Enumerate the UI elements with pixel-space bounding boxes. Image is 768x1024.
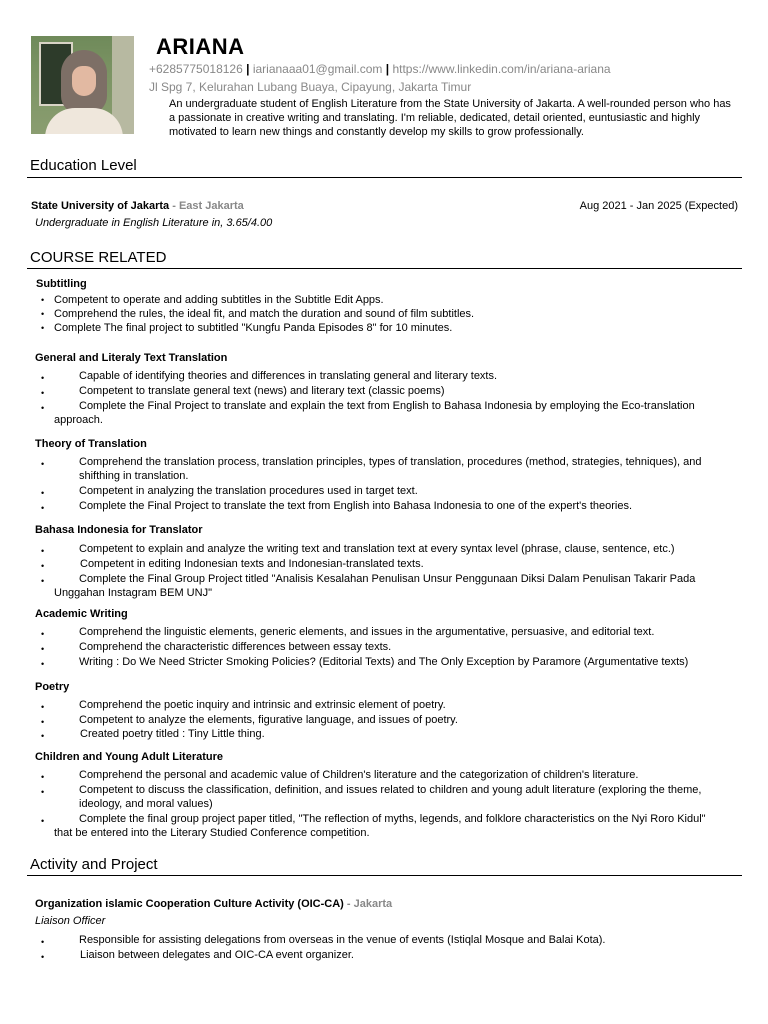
course-list-poetry <box>0 698 735 741</box>
list-item: • Complete the Final Project to translate and explain the text from English to Bahasa Indonesia by employing the Eco-translation approach. <box>0 399 735 427</box>
list-item: • Competent to translate general text (news) and literary text (classic poems) <box>0 384 735 398</box>
school-location: - East Jakarta <box>169 200 244 212</box>
list-item: • Comprehend the personal and academic value of Children's literature and the categorization of children's literature. <box>0 768 735 782</box>
list-item: • Comprehend the linguistic elements, generic elements, and issues in the argumentative, persuasive, and editorial text. <box>0 625 735 639</box>
organization-location: - Jakarta <box>343 898 393 910</box>
list-item: • Capable of identifying theories and differences in translating general and literary texts. <box>0 369 735 383</box>
list-item: • Competent in editing Indonesian texts and Indonesian-translated texts. <box>0 557 735 571</box>
activity-organization <box>35 898 392 910</box>
course-list-children-literature <box>0 768 735 840</box>
linkedin-link[interactable]: https://www.linkedin.com/in/ariana-ariana <box>392 62 611 76</box>
course-title-academic-writing: Academic Writing <box>35 608 128 620</box>
course-list-subtitling <box>0 293 744 335</box>
profile-summary: An undergraduate student of English Literature from the State University of Jakarta. A well-rounded person who has a passionate in creative writing and translating. I'm reliable, dedicated, detail oriented, euntusiastic and highly motivated to learn new things and constantly develop my skills to grow professionally. <box>169 98 731 138</box>
phone-number: +6285775018126 <box>149 62 243 76</box>
separator: | <box>246 62 250 76</box>
list-item: • Liaison between delegates and OIC-CA event organizer. <box>0 948 735 962</box>
course-title-bahasa-indonesia: Bahasa Indonesia for Translator <box>35 524 203 536</box>
list-item: • Comprehend the poetic inquiry and intrinsic and extrinsic element of poetry. <box>0 698 735 712</box>
course-title-subtitling: Subtitling <box>36 278 87 290</box>
section-divider <box>27 268 742 269</box>
contact-line <box>149 62 611 76</box>
list-item: • Writing : Do We Need Stricter Smoking Policies? (Editorial Texts) and The Only Exception by Paramore (Argumentative texts) <box>0 655 735 669</box>
candidate-name: ARIANA <box>156 34 245 59</box>
list-item: • Comprehend the rules, the ideal fit, and match the duration and sound of film subtitles. <box>0 307 744 321</box>
list-item: • Comprehend the translation process, translation principles, types of translation, procedures (method, strategies, tehniques), and shifthing in translation. <box>0 455 735 483</box>
list-item: • Complete the final group project paper titled, "The reflection of myths, legends, and folklore characteristics on the Nyi Roro Kidul" that be entered into the Literary Studied Conference competition. <box>0 812 735 840</box>
course-title-text-translation: General and Literaly Text Translation <box>35 352 228 364</box>
list-item: • Competent to explain and analyze the writing text and translation text at every syntax level (phrase, clause, sentence, etc.) <box>0 542 735 556</box>
list-item: • Competent in analyzing the translation procedures used in target text. <box>0 484 735 498</box>
course-title-theory-of-translation: Theory of Translation <box>35 438 147 450</box>
organization-name: Organization islamic Cooperation Culture Activity (OIC-CA) <box>35 898 344 910</box>
list-item: • Complete The final project to subtitled "Kungfu Panda Episodes 8" for 10 minutes. <box>0 321 744 335</box>
list-item: • Created poetry titled : Tiny Little thing. <box>0 727 735 741</box>
email-link[interactable]: iarianaaa01@gmail.com <box>252 62 383 76</box>
courses-heading: COURSE RELATED <box>30 249 167 266</box>
activity-list <box>0 933 735 962</box>
list-item: • Competent to operate and adding subtitles in the Subtitle Edit Apps. <box>0 293 744 307</box>
course-list-text-translation <box>0 369 735 427</box>
education-heading: Education Level <box>30 157 137 174</box>
section-divider <box>27 875 742 876</box>
course-list-theory-of-translation <box>0 455 735 513</box>
course-list-academic-writing <box>0 625 735 669</box>
list-item: • Competent to discuss the classification, definition, and issues related to children and young adult literature (exploring the theme, ideology, and moral values) <box>0 783 735 811</box>
school-name: State University of Jakarta <box>31 200 170 212</box>
activity-heading: Activity and Project <box>30 856 158 873</box>
list-item: • Complete the Final Project to translate the text from English into Bahasa Indonesia to one of the expert's theories. <box>0 499 735 513</box>
section-divider <box>27 177 742 178</box>
activity-role: Liaison Officer <box>35 915 106 927</box>
course-title-poetry: Poetry <box>35 681 70 693</box>
list-item: • Competent to analyze the elements, figurative language, and issues of poetry. <box>0 713 735 727</box>
course-title-children-literature: Children and Young Adult Literature <box>35 751 224 763</box>
address: Jl Spg 7, Kelurahan Lubang Buaya, Cipayung, Jakarta Timur <box>149 80 472 94</box>
separator: | <box>385 62 390 76</box>
education-dates: Aug 2021 - Jan 2025 (Expected) <box>579 200 738 212</box>
education-degree: Undergraduate in English Literature in, 3.65/4.00 <box>35 217 273 229</box>
profile-photo <box>31 36 134 134</box>
list-item: • Comprehend the characteristic differences between essay texts. <box>0 640 735 654</box>
education-school <box>31 200 244 212</box>
course-list-bahasa-indonesia <box>0 542 735 600</box>
list-item: • Responsible for assisting delegations from overseas in the venue of events (Istiqlal Mosque and Balai Kota). <box>0 933 735 947</box>
list-item: • Complete the Final Group Project titled "Analisis Kesalahan Penulisan Unsur Penggunaan Diksi Dalam Penulisan Takarir Pada Unggahan Instagram BEM UNJ" <box>0 572 735 600</box>
